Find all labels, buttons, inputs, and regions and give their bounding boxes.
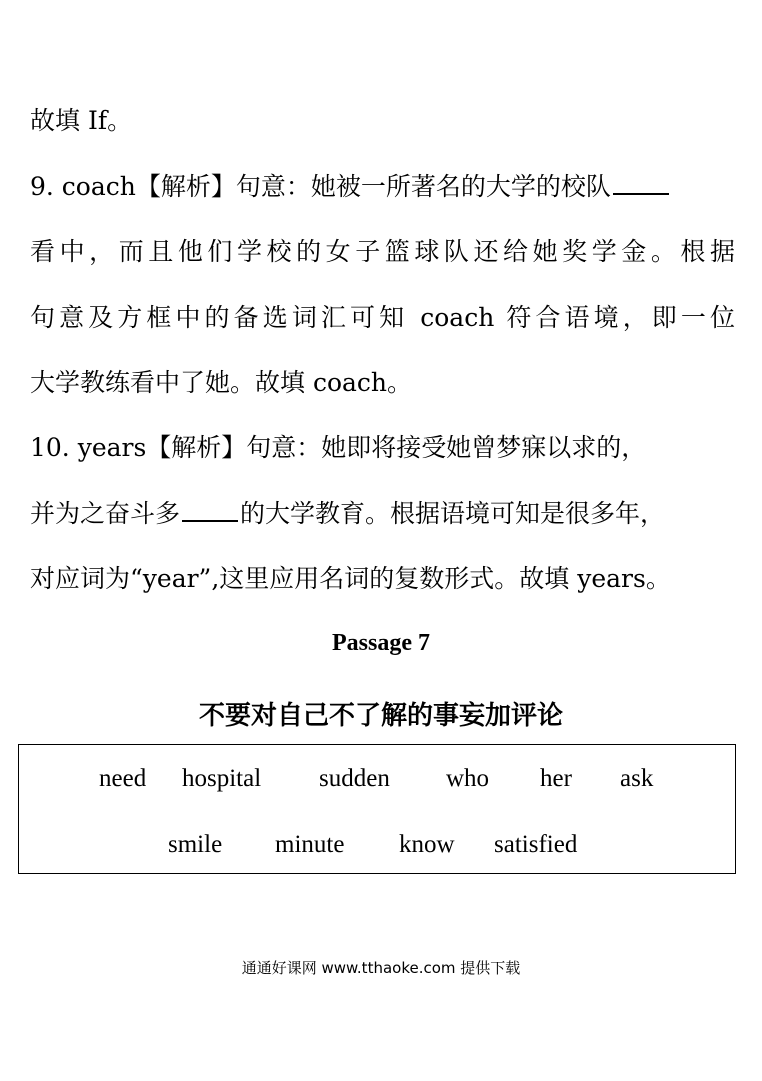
q10-text: 的大学教育。根据语境可知是很多年， <box>240 499 666 528</box>
analysis-text: 故填 If。 <box>30 106 133 135</box>
word-bank-item: ask <box>620 765 654 792</box>
q10-line-3 <box>30 563 735 595</box>
q10-text: 对应词为“year”,这里应用名词的复数形式。故填 years。 <box>30 564 671 593</box>
word-bank-item: smile <box>168 831 223 858</box>
q9-line-3 <box>30 302 735 334</box>
q9-text: 大学教练看中了她。故填 coach。 <box>30 368 413 397</box>
answer-blank <box>182 519 238 522</box>
passage-title: Passage 7 <box>332 630 430 656</box>
word-bank-item: her <box>540 765 572 792</box>
footer-source: 通通好课网 www.tthaoke.com 提供下载 <box>241 959 521 977</box>
q9-line-1 <box>30 171 735 203</box>
q9-text: 9. coach【解析】句意：她被一所著名的大学的校队 <box>30 172 611 201</box>
word-bank-item: minute <box>275 831 345 858</box>
word-bank-item: sudden <box>319 765 390 792</box>
q9-line-4 <box>30 367 735 399</box>
q9-line-2 <box>30 236 735 268</box>
word-bank-item: who <box>446 765 490 792</box>
word-bank-item: know <box>399 831 455 858</box>
q10-text: 并为之奋斗多 <box>30 499 181 528</box>
word-bank-item: hospital <box>182 765 262 792</box>
answer-blank <box>613 192 669 195</box>
q10-text: 10. years【解析】句意：她即将接受她曾梦寐以求的， <box>30 433 647 462</box>
q9-text: 句意及方框中的备选词汇可知 coach 符合语境，即一位 <box>30 303 735 332</box>
q9-text: 看中，而且他们学校的女子篮球队还给她奖学金。根据 <box>30 237 735 266</box>
q10-line-1 <box>30 432 735 464</box>
analysis-line-if <box>30 105 735 137</box>
word-bank-item: need <box>99 765 147 792</box>
passage-subtitle: 不要对自己不了解的事妄加评论 <box>198 701 563 731</box>
word-bank-item: satisfied <box>494 831 578 858</box>
q10-line-2 <box>30 498 735 530</box>
word-bank-box <box>18 744 736 874</box>
